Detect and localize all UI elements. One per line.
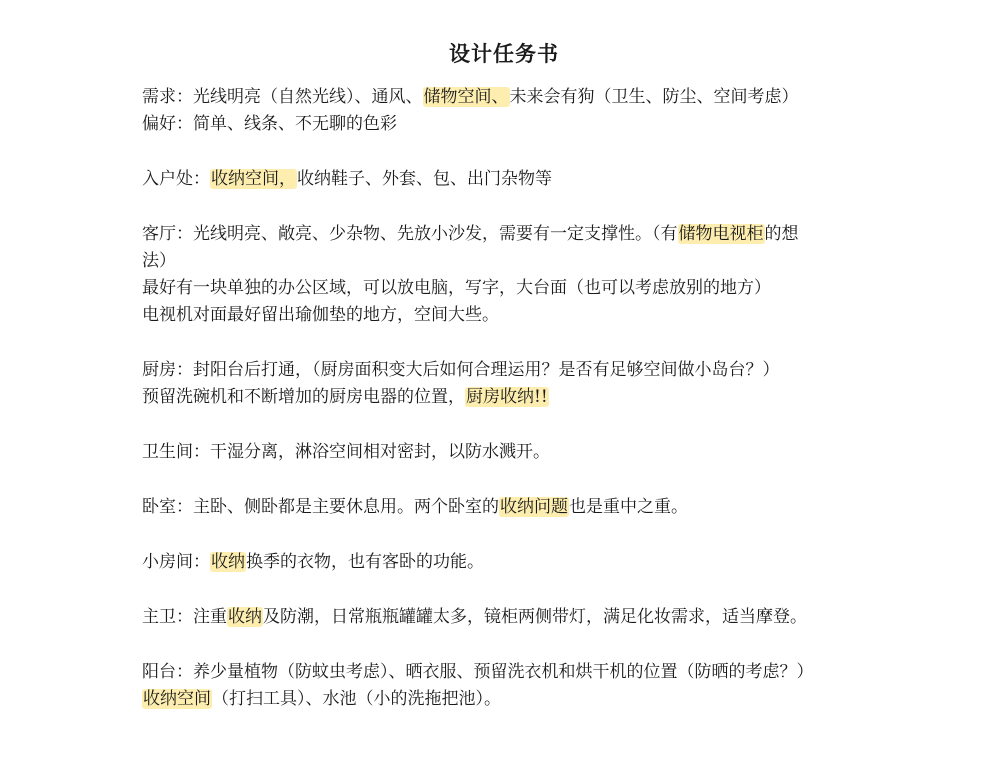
- living-room-line: [142, 221, 872, 248]
- highlight: 收纳空间: [143, 689, 211, 709]
- text-segment: 小房间：: [142, 552, 210, 572]
- page-title: 设计任务书: [449, 41, 559, 66]
- text-segment: 入户处：: [142, 169, 210, 189]
- highlight: 厨房收纳!!: [466, 387, 548, 407]
- living-room-line-cont: 法）: [142, 251, 176, 271]
- highlight: 储物空间、: [423, 87, 509, 107]
- text-segment: 换季的衣物，也有客卧的功能。: [246, 552, 484, 572]
- highlight: 收纳问题: [500, 497, 568, 517]
- text-segment: 预留洗碗机和不断增加的厨房电器的位置，: [142, 387, 465, 407]
- requirements-line: [142, 84, 872, 111]
- text-segment: 客厅：光线明亮、敞亮、少杂物、先放小沙发，需要有一定支撑性。（有: [142, 224, 678, 244]
- text-segment: 及防潮，日常瓶瓶罐罐太多，镜柜两侧带灯，满足化妆需求，适当摩登。: [263, 607, 807, 627]
- yoga-line: 电视机对面最好留出瑜伽垫的地方，空间大些。: [142, 305, 499, 325]
- text-segment: 需求：光线明亮（自然光线）、通风、: [142, 87, 423, 107]
- master-bath-line: [142, 604, 872, 631]
- text-segment: （打扫工具）、水池（小的洗拖把池）。: [212, 689, 501, 709]
- office-area-line: 最好有一块单独的办公区域，可以放电脑，写字，大台面（也可以考虑放别的地方）: [142, 278, 771, 298]
- text-segment: 主卫：注重: [142, 607, 227, 627]
- preferences-line: 偏好：简单、线条、不无聊的色彩: [142, 114, 397, 134]
- balcony-line: 阳台：养少量植物（防蚊虫考虑）、晒衣服、预留洗衣机和烘干机的位置（防晒的考虑？）: [142, 662, 814, 682]
- bathroom-line: 卫生间：干湿分离，淋浴空间相对密封，以防水溅开。: [142, 442, 550, 462]
- highlight: 储物电视柜: [678, 224, 764, 244]
- kitchen-line: 厨房：封阳台后打通，（厨房面积变大后如何合理运用？是否有足够空间做小岛台？）: [142, 360, 780, 380]
- small-room-line: [142, 549, 872, 576]
- text-segment: 收纳鞋子、外套、包、出门杂物等: [297, 169, 552, 189]
- text-segment: 未来会有狗（卫生、防尘、空间考虑）: [509, 87, 799, 107]
- text-segment: 卧室：主卧、侧卧都是主要休息用。两个卧室的: [142, 497, 499, 517]
- kitchen-storage-line: [142, 384, 872, 411]
- highlight: 收纳: [211, 552, 245, 572]
- bedroom-line: [142, 494, 872, 521]
- highlight: 收纳: [228, 607, 262, 627]
- balcony-storage-line: [142, 686, 872, 713]
- entrance-line: [142, 166, 872, 193]
- document-body: [142, 84, 872, 713]
- text-segment: 的想: [764, 224, 799, 244]
- text-segment: 也是重中之重。: [569, 497, 688, 517]
- highlight: 收纳空间，: [211, 169, 296, 189]
